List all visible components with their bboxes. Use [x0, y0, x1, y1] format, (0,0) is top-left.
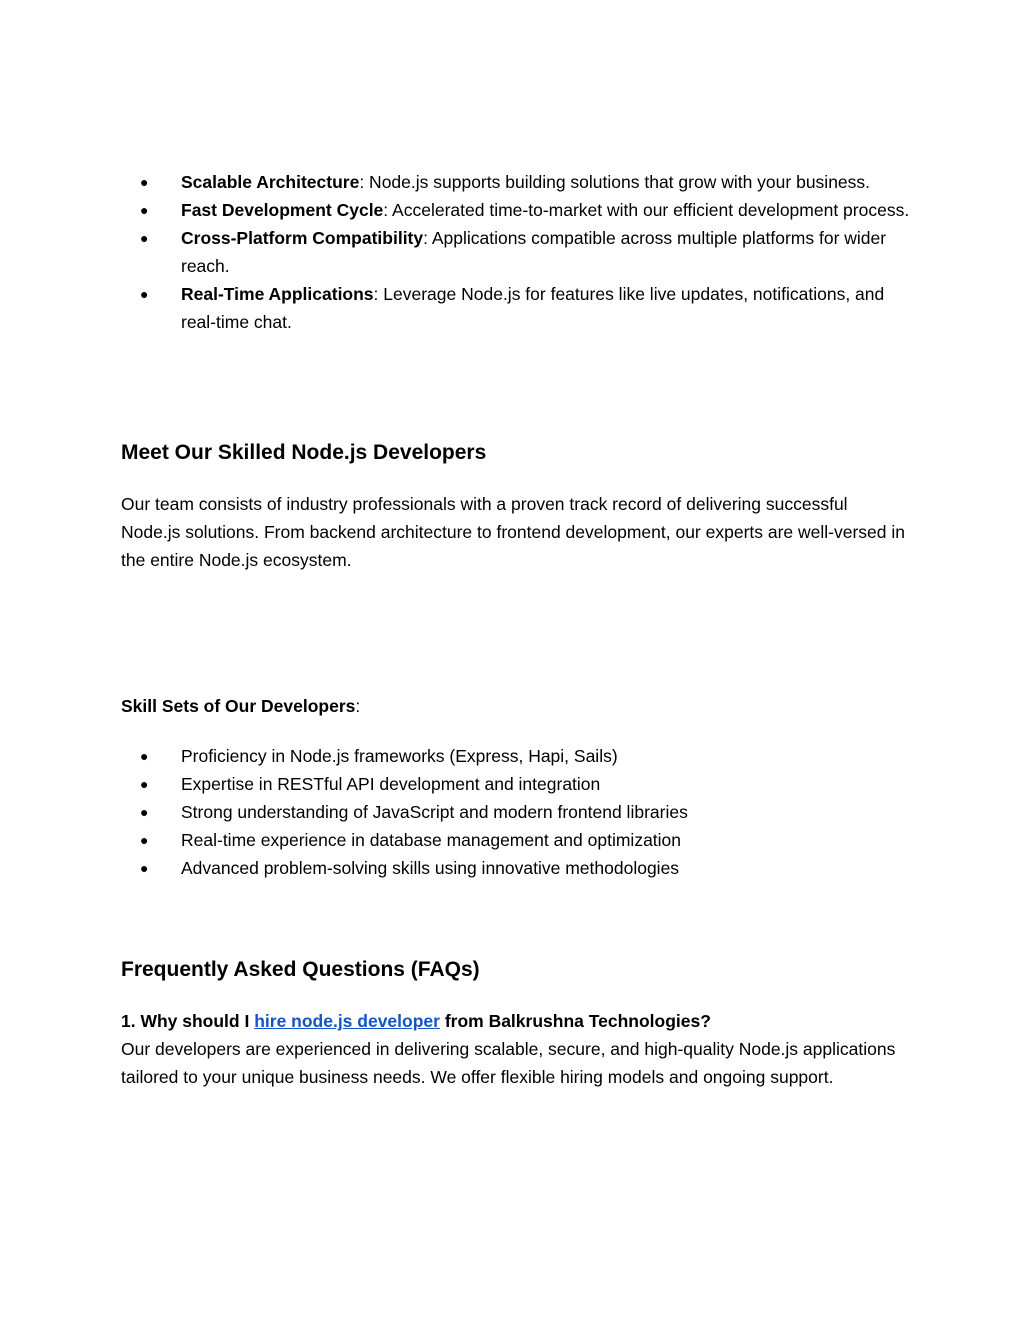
feature-desc: : Leverage Node.js for features like live updates, notifications, and real-time chat. [181, 284, 885, 332]
feature-desc: : Applications compatible across multiple platforms for wider reach. [181, 228, 887, 276]
bullet-icon: ● [140, 286, 149, 302]
feature-desc: : Accelerated time-to-market with our efficient development process. [383, 200, 910, 220]
hire-nodejs-developer-link[interactable]: hire node.js developer [254, 1011, 440, 1031]
bullet-icon: ● [140, 202, 149, 218]
skill-item [121, 854, 911, 882]
skill-text: Proficiency in Node.js frameworks (Express, Hapi, Sails) [181, 746, 618, 766]
faq-question-1 [121, 1007, 911, 1035]
feature-item [121, 196, 911, 224]
faq-question-suffix: from Balkrushna Technologies? [439, 1011, 711, 1031]
bullet-icon: ● [140, 174, 149, 190]
faq-heading: Frequently Asked Questions (FAQs) [121, 958, 480, 981]
skill-item [121, 770, 911, 798]
feature-term: Fast Development Cycle [181, 200, 384, 220]
skill-item [121, 742, 911, 770]
feature-term: Cross-Platform Compatibility [181, 228, 424, 248]
bullet-icon: ● [140, 748, 149, 764]
bullet-icon: ● [140, 860, 149, 876]
skill-text: Strong understanding of JavaScript and modern frontend libraries [181, 802, 688, 822]
bullet-icon: ● [140, 230, 149, 246]
skill-text: Real-time experience in database management and optimization [181, 830, 682, 850]
skill-text: Expertise in RESTful API development and integration [181, 774, 601, 794]
skill-text: Advanced problem-solving skills using innovative methodologies [181, 858, 680, 878]
skills-heading-text: Skill Sets of Our Developers [121, 696, 356, 716]
faq-question-prefix: 1. Why should I [121, 1011, 255, 1031]
feature-term: Scalable Architecture [181, 172, 360, 192]
feature-desc: : Node.js supports building solutions that grow with your business. [359, 172, 871, 192]
skill-item [121, 826, 911, 854]
faq-answer-1: Our developers are experienced in delivering scalable, secure, and high-quality Node.js applications tailored to your unique business needs. We offer flexible hiring models and ongoing support. [121, 1039, 896, 1087]
feature-term: Real-Time Applications [181, 284, 374, 304]
bullet-icon: ● [140, 832, 149, 848]
skills-heading-colon: : [355, 696, 361, 716]
feature-item [121, 168, 911, 196]
bullet-icon: ● [140, 804, 149, 820]
team-paragraph: Our team consists of industry professionals with a proven track record of delivering successful Node.js solutions. From backend architecture to frontend development, our experts are well-versed in the entire Node.js ecosystem. [121, 494, 906, 570]
bullet-icon: ● [140, 776, 149, 792]
team-heading: Meet Our Skilled Node.js Developers [121, 441, 487, 464]
skills-heading [121, 692, 911, 720]
skills-list [121, 742, 911, 882]
features-list [121, 168, 911, 336]
skill-item [121, 798, 911, 826]
feature-item [121, 224, 911, 280]
feature-item [121, 280, 911, 336]
